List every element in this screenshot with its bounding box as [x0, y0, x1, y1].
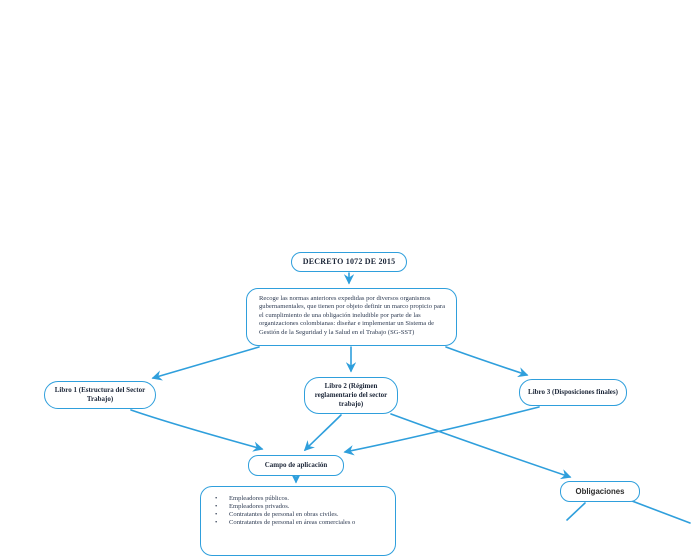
node-decreto-1072[interactable]: [291, 252, 407, 272]
node-description[interactable]: [246, 288, 457, 346]
connector-libro2-campo: [305, 415, 341, 450]
list-item: • Empleadores públicos.: [215, 495, 355, 503]
node-decreto-1072-label: DECRETO 1072 DE 2015: [302, 257, 396, 266]
node-libro-1-label: Libro 1 (Estructura del Sector Trabajo): [54, 386, 146, 403]
connector-libro1-campo: [131, 410, 262, 449]
connector-obligaciones-right-stub: [632, 501, 690, 523]
connector-libro2-obligaciones: [391, 414, 570, 477]
node-libro-3-label: Libro 3 (Disposiciones finales): [528, 388, 618, 397]
node-campo-aplicacion-label: Campo de aplicación: [264, 461, 328, 470]
campo-aplicacion-bullet-list: [201, 487, 363, 531]
node-campo-aplicacion-list[interactable]: [200, 486, 396, 556]
node-campo-aplicacion[interactable]: [248, 455, 344, 476]
node-libro-2[interactable]: [304, 377, 398, 414]
node-obligaciones-label: Obligaciones: [575, 486, 625, 496]
connector-description-libro3: [446, 347, 527, 375]
node-libro-3[interactable]: [519, 379, 627, 406]
node-obligaciones[interactable]: [560, 481, 640, 502]
node-libro-1[interactable]: [44, 381, 156, 409]
node-libro-2-label: Libro 2 (Régimen reglamentario del sector trabajo): [314, 382, 388, 408]
list-item: • Empleadores privados.: [215, 503, 355, 511]
connector-obligaciones-left-stub: [567, 503, 585, 520]
list-item: • Contratantes de personal en áreas comerciales o: [215, 519, 355, 527]
connector-description-libro1: [153, 347, 259, 378]
node-description-text: Recoge las normas anteriores expedidas por diversos organismos gubernamentales, que tienen por objeto definir un marco propicio para el cumplimiento de una obligación ineludible por parte de las organizaciones colombianas: diseñar e implementar un Sistema de Gestión de la Seguridad y la Salud en el Trabajo (SG-SST): [259, 295, 446, 336]
list-item: • Contratantes de personal en obras civiles.: [215, 511, 355, 519]
